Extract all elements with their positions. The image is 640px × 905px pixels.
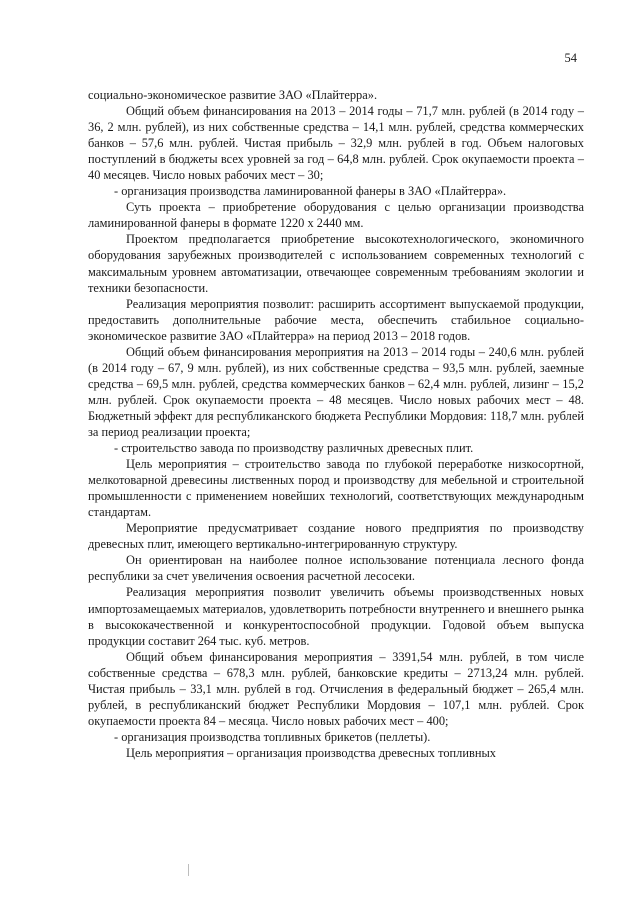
paragraph-import-substitution: Реализация мероприятия позволит увеличить объемы производственных новых импортозамещаемых материалов, удовлетворить потребности внутреннего и внешнего рынка в высококачественной и конкурентоспособной продукции. Годовой объем выпуска продукции составит 264 тыс. куб. метров. [88, 585, 584, 648]
page-number: 54 [564, 51, 577, 65]
paragraph-briquettes-goal: Цель мероприятия – организация производства древесных топливных [126, 745, 496, 760]
paragraph-plant-goal: Цель мероприятия – строительство завода по глубокой переработке низкосортной, мелкотоварной древесины лиственных пород и производству для мебельной и строительной промышленности с применением новейших технологий, соответствующих международным стандартам. [88, 457, 584, 520]
paragraph-financing-plant: Общий объем финансирования мероприятия – 3391,54 млн. рублей, в том числе собственные средства – 678,3 млн. рублей, банковские кредиты – 2713,24 млн. рублей. Чистая прибыль – 33,1 млн. рублей в год. Отчисления в федеральный бюджет – 265,4 млн. рублей, в республиканский бюджет Республики Мордовия – 107,1 млн. рублей. Срок окупаемости проекта 84 – месяца. Число новых рабочих мест – 400; [88, 649, 584, 728]
list-item-laminated-plywood: - организация производства ламинированной фанеры в ЗАО «Плайтерра». [114, 184, 507, 199]
document-body [88, 87, 584, 761]
list-item-fuel-briquettes: - организация производства топливных брикетов (пеллеты). [114, 729, 431, 744]
paragraph-financing-plaiterra: Общий объем финансирования на 2013 – 2014 годы – 71,7 млн. рублей (в 2014 году – 36, 2 млн. рублей), из них собственные средства – 14,1 млн. рублей, средства коммерческих банков – 57,6 млн. рублей. Чистая прибыль – 32,9 млн. рублей в год. Объем налоговых поступлений в бюджеты всех уровней за год – 64,8 млн. рублей. Срок окупаемости проекта – 40 месяцев. Число новых рабочих мест – 30; [88, 104, 584, 183]
paragraph-new-enterprise: Мероприятие предусматривает создание нового предприятия по производству древесных плит, имеющего вертикально-интегрированную структуру. [88, 521, 584, 552]
paragraph-implementation-effects: Реализация мероприятия позволит: расширить ассортимент выпускаемой продукции, предоставить дополнительные рабочие места, обеспечить стабильное социально-экономическое развитие ЗАО «Плайтерра» на период 2013 – 2018 годов. [88, 296, 584, 343]
paragraph-forest-potential: Он ориентирован на наиболее полное использование потенциала лесного фонда республики за счет увеличения освоения расчетной лесосеки. [88, 553, 584, 584]
list-item-board-plant: - строительство завода по производству различных древесных плит. [114, 441, 474, 456]
paragraph-financing-plywood: Общий объем финансирования мероприятия на 2013 – 2014 годы – 240,6 млн. рублей (в 2014 году – 67, 9 млн. рублей), из них собственные средства – 93,5 млн. рублей, заемные средства – 69,5 млн. рублей, средства коммерческих банков – 62,4 млн. рублей, лизинг – 15,2 млн. рублей. Срок окупаемости проекта – 48 месяцев. Число новых рабочих мест – 48. Бюджетный эффект для республиканского бюджета Республики Мордовия: 118,7 млн. рублей за период реализации проекта; [88, 344, 584, 439]
paragraph-equipment: Проектом предполагается приобретение высокотехнологического, экономичного оборудования зарубежных производителей с использованием современных технологий с максимальным уровнем автоматизации, отвечающее современным требованиям экологии и техники безопасности. [88, 232, 584, 295]
paragraph-continuation: социально-экономическое развитие ЗАО «Плайтерра». [88, 88, 378, 102]
scan-artifact [188, 864, 189, 876]
paragraph-project-essence: Суть проекта – приобретение оборудования с целью организации производства ламинированной фанеры в формате 1220 х 2440 мм. [88, 200, 584, 231]
